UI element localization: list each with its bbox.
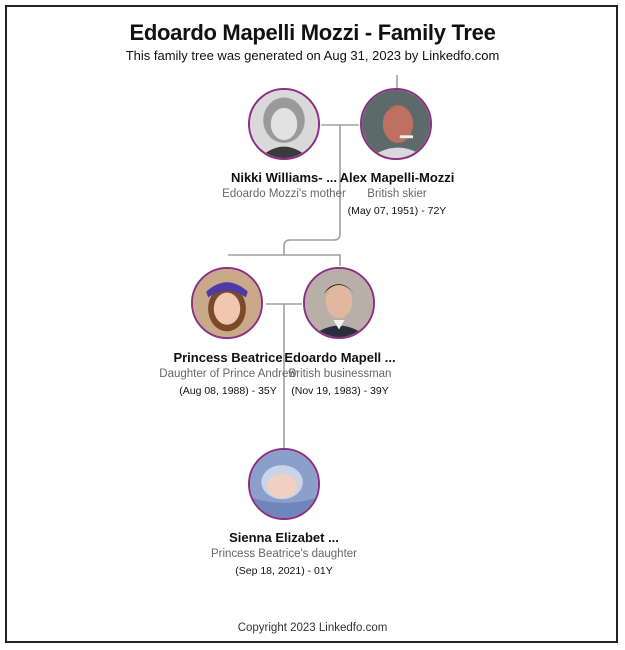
photo-sienna[interactable] [248,448,320,520]
person-name-edoardo[interactable]: Edoardo Mapell ... [284,350,396,365]
person-name-beatrice[interactable]: Princess Beatrice [173,350,283,365]
person-desc-beatrice: Daughter of Prince Andrew [159,368,297,380]
person-name-nikki[interactable]: Nikki Williams- ... [230,170,338,185]
avatar-edoardo-icon [305,269,373,337]
connector-children-bar [228,255,340,266]
avatar-alex-icon [362,90,430,158]
person-date-alex: (May 07, 1951) - 72Y [347,205,447,217]
photo-nikki[interactable] [248,88,320,160]
avatar-sienna-icon [250,450,318,518]
page-title: Edoardo Mapelli Mozzi - Family Tree [129,20,496,45]
person-name-sienna[interactable]: Sienna Elizabet ... [229,530,339,545]
photo-edoardo[interactable] [303,267,375,339]
page-subtitle: This family tree was generated on Aug 31, 2023 by Linkedfo.com [125,48,500,63]
person-desc-alex: British skier [367,188,427,200]
avatar-beatrice-icon [193,269,261,337]
person-date-edoardo: (Nov 19, 1983) - 39Y [291,385,389,397]
photo-beatrice[interactable] [191,267,263,339]
copyright-footer: Copyright 2023 Linkedfo.com [237,622,388,634]
person-desc-nikki: Edoardo Mozzi's mother [222,188,346,200]
photo-alex[interactable] [360,88,432,160]
person-date-beatrice: (Aug 08, 1988) - 35Y [179,385,277,397]
person-name-alex[interactable]: Alex Mapelli-Mozzi [339,170,455,185]
person-date-sienna: (Sep 18, 2021) - 01Y [235,565,333,577]
person-desc-edoardo: British businessman [288,368,392,380]
person-desc-sienna: Princess Beatrice's daughter [210,548,358,560]
avatar-nikki-icon [250,90,318,158]
